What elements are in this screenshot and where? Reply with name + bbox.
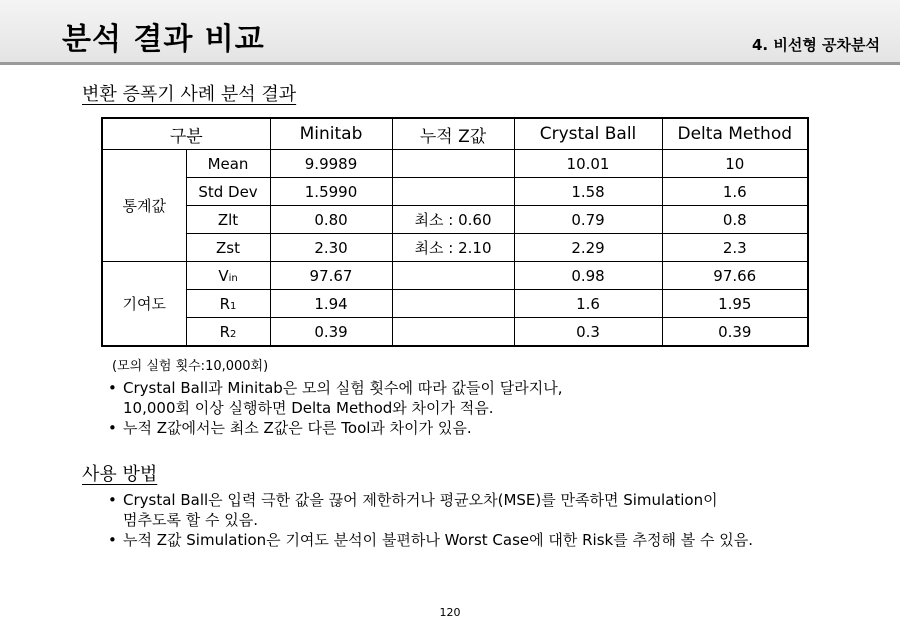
cell-crystal-ball: 0.3 [514,318,662,347]
row-label: Zlt [186,206,270,234]
row-label-main: R [219,322,231,341]
bullet-item: • Crystal Ball과 Minitab은 모의 실험 횟수에 따라 값들이 달라지나, 10,000회 이상 실행하면 Delta Method와 차이가 적음. [108,378,813,418]
row-label [186,262,270,290]
cell-minitab: 97.67 [270,262,392,290]
row-label: Zst [186,234,270,262]
cell-crystal-ball: 1.6 [514,290,662,318]
group-contribution: 기여도 [102,262,186,347]
cell-crystal-ball: 10.01 [514,150,662,178]
bullet-item: • 누적 Z값 Simulation은 기여도 분석이 불편하나 Worst Case에 대한 Risk를 추정해 볼 수 있음. [108,530,813,550]
table-row [102,262,808,290]
table-row [102,178,808,206]
table-row [102,234,808,262]
row-label-main: V [218,266,229,285]
cell-cumulative-z [392,318,514,347]
cell-minitab: 9.9989 [270,150,392,178]
cell-minitab: 1.94 [270,290,392,318]
cell-delta-method: 1.95 [662,290,808,318]
cell-delta-method: 0.39 [662,318,808,347]
simulation-note: (모의 실험 횟수:10,000회) [112,359,269,374]
comparison-table [101,117,809,347]
cell-delta-method: 97.66 [662,262,808,290]
table-row [102,150,808,178]
cell-cumulative-z [392,150,514,178]
cell-crystal-ball: 1.58 [514,178,662,206]
row-label-subscript: in [228,272,238,284]
cell-crystal-ball: 0.98 [514,262,662,290]
table-row [102,206,808,234]
table-row [102,318,808,347]
column-header-cumulative-z: 누적 Z값 [392,118,514,150]
cell-cumulative-z: 최소 : 2.10 [392,234,514,262]
cell-crystal-ball: 0.79 [514,206,662,234]
cell-cumulative-z [392,290,514,318]
row-label [186,290,270,318]
cell-minitab: 0.39 [270,318,392,347]
cell-delta-method: 2.3 [662,234,808,262]
row-label-subscript: 1 [230,300,237,312]
cell-crystal-ball: 2.29 [514,234,662,262]
row-label: Std Dev [186,178,270,206]
results-bullet-list [108,378,813,438]
section-heading-results: 변환 증폭기 사례 분석 결과 [82,84,297,105]
cell-minitab: 2.30 [270,234,392,262]
row-label [186,318,270,347]
table-row [102,290,808,318]
page-number: 120 [439,606,461,619]
cell-cumulative-z [392,262,514,290]
cell-delta-method: 1.6 [662,178,808,206]
cell-minitab: 1.5990 [270,178,392,206]
cell-cumulative-z: 최소 : 0.60 [392,206,514,234]
cell-cumulative-z [392,178,514,206]
row-label-main: R [219,294,231,313]
cell-delta-method: 10 [662,150,808,178]
column-header-delta-method: Delta Method [662,118,808,150]
bullet-item: • 누적 Z값에서는 최소 Z값은 다른 Tool과 차이가 있음. [108,418,813,438]
row-label-subscript: 2 [230,328,237,340]
page-title: 분석 결과 비교 [62,22,265,57]
table-header-row [102,118,808,150]
section-heading-usage: 사용 방법 [82,464,158,485]
group-statistics: 통계값 [102,150,186,262]
cell-delta-method: 0.8 [662,206,808,234]
row-label: Mean [186,150,270,178]
bullet-item: • Crystal Ball은 입력 극한 값을 끊어 제한하거나 평균오차(MSE)를 만족하면 Simulation이 멈추도록 할 수 있음. [108,490,813,530]
column-header-minitab: Minitab [270,118,392,150]
column-header-crystal-ball: Crystal Ball [514,118,662,150]
slide-header [0,0,900,65]
usage-bullet-list [108,490,813,550]
column-header-category: 구분 [102,118,270,150]
section-label: 4. 비선형 공차분석 [751,36,880,54]
cell-minitab: 0.80 [270,206,392,234]
